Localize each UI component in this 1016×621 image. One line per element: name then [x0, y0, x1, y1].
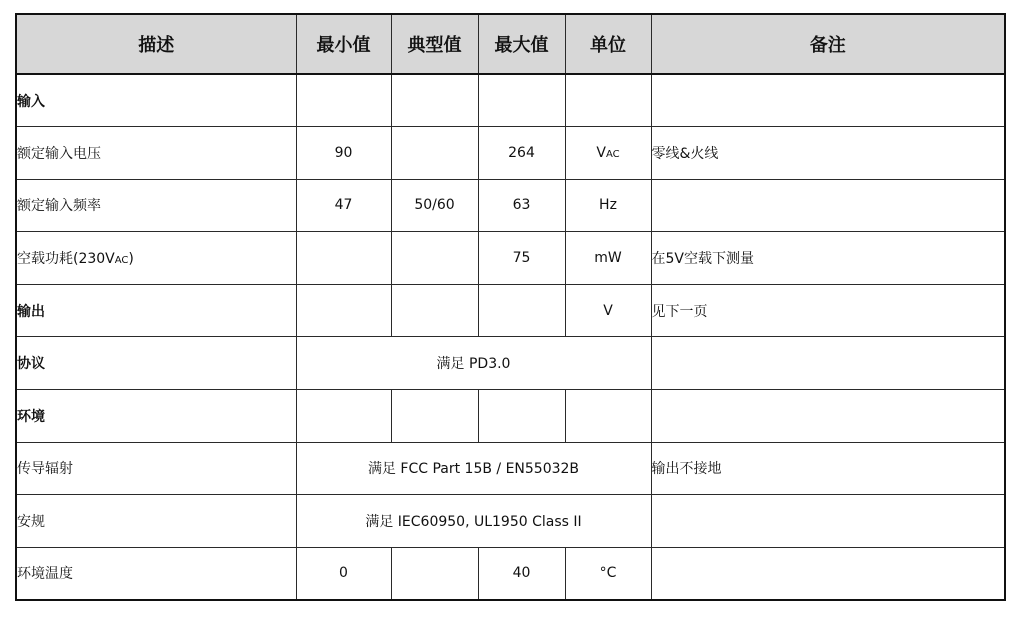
row-unit	[565, 74, 651, 127]
row-note	[651, 179, 1005, 232]
row-merged-value: 满足 FCC Part 15B / EN55032B	[296, 442, 651, 495]
row-min	[296, 232, 391, 285]
row-unit: mW	[565, 232, 651, 285]
table-row	[16, 284, 1005, 337]
row-typ	[391, 390, 478, 443]
row-typ	[391, 232, 478, 285]
header-unit: 单位	[565, 14, 651, 74]
header-description: 描述	[16, 14, 296, 74]
row-unit: °C	[565, 547, 651, 600]
row-note: 零线&火线	[651, 127, 1005, 180]
row-description: 传导辐射	[16, 442, 296, 495]
row-unit: V	[565, 284, 651, 337]
row-description: 额定输入频率	[16, 179, 296, 232]
row-min: 90	[296, 127, 391, 180]
unit-main: V	[596, 144, 606, 161]
row-max: 40	[478, 547, 565, 600]
row-description: 额定输入电压	[16, 127, 296, 180]
table-row	[16, 127, 1005, 180]
header-typ: 典型值	[391, 14, 478, 74]
unit-subscript: AC	[605, 148, 620, 160]
row-max: 75	[478, 232, 565, 285]
row-unit	[565, 390, 651, 443]
row-min	[296, 284, 391, 337]
row-description: 协议	[16, 337, 296, 390]
row-unit: Hz	[565, 179, 651, 232]
table-row	[16, 179, 1005, 232]
row-merged-value: 满足 PD3.0	[296, 337, 651, 390]
row-typ	[391, 74, 478, 127]
table-row	[16, 547, 1005, 600]
spec-table	[15, 13, 1006, 601]
table-row	[16, 232, 1005, 285]
desc-main: 空载功耗(230V	[17, 251, 115, 268]
row-unit	[565, 127, 651, 180]
row-description: 环境温度	[16, 547, 296, 600]
row-merged-value: 满足 IEC60950, UL1950 Class II	[296, 495, 651, 548]
table-row	[16, 495, 1005, 548]
row-note	[651, 74, 1005, 127]
header-note: 备注	[651, 14, 1005, 74]
header-min: 最小值	[296, 14, 391, 74]
row-max: 264	[478, 127, 565, 180]
header-max: 最大值	[478, 14, 565, 74]
row-typ: 50/60	[391, 179, 478, 232]
table-row	[16, 390, 1005, 443]
desc-subscript: AC	[114, 255, 129, 267]
table-row	[16, 74, 1005, 127]
row-min: 0	[296, 547, 391, 600]
row-min	[296, 74, 391, 127]
header-row	[16, 14, 1005, 74]
row-max	[478, 74, 565, 127]
desc-end: )	[128, 251, 134, 268]
row-note	[651, 390, 1005, 443]
row-note	[651, 337, 1005, 390]
row-note: 输出不接地	[651, 442, 1005, 495]
row-note: 见下一页	[651, 284, 1005, 337]
row-note	[651, 547, 1005, 600]
table-row	[16, 337, 1005, 390]
row-description: 输入	[16, 74, 296, 127]
row-typ	[391, 547, 478, 600]
row-max	[478, 284, 565, 337]
row-min	[296, 390, 391, 443]
row-typ	[391, 284, 478, 337]
row-min: 47	[296, 179, 391, 232]
table-row	[16, 442, 1005, 495]
row-typ	[391, 127, 478, 180]
row-note: 在5V空载下测量	[651, 232, 1005, 285]
row-description	[16, 232, 296, 285]
row-description: 环境	[16, 390, 296, 443]
row-description: 输出	[16, 284, 296, 337]
row-note	[651, 495, 1005, 548]
row-description: 安规	[16, 495, 296, 548]
row-max: 63	[478, 179, 565, 232]
row-max	[478, 390, 565, 443]
